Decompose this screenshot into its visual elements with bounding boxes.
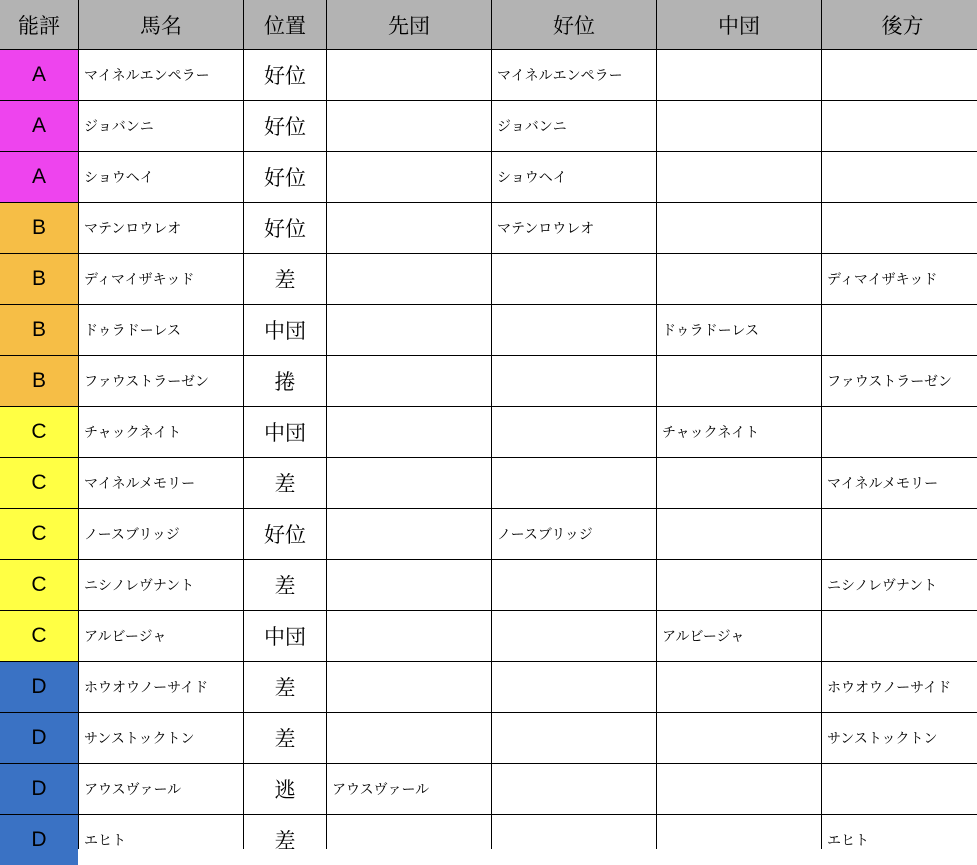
rank-cell: D (0, 815, 78, 865)
senden-cell (327, 509, 491, 559)
rank-cell: D (0, 662, 78, 712)
chuudan-cell (657, 152, 821, 202)
header-senden: 先団 (327, 0, 491, 49)
kouhou-cell: サンストックトン (822, 713, 977, 763)
horse-name-cell: ドゥラドーレス (79, 305, 243, 355)
position-cell: 好位 (244, 50, 326, 100)
chuudan-cell (657, 560, 821, 610)
horse-name-cell: ホウオウノーサイド (79, 662, 243, 712)
horse-name-cell: ファウストラーゼン (79, 356, 243, 406)
chuudan-cell (657, 764, 821, 814)
senden-cell: アウスヴァール (327, 764, 491, 814)
position-cell: 好位 (244, 203, 326, 253)
horse-name-cell: ジョバンニ (79, 101, 243, 151)
senden-cell (327, 458, 491, 508)
kouhou-cell (822, 305, 977, 355)
koui-cell (492, 662, 656, 712)
senden-cell (327, 560, 491, 610)
kouhou-cell (822, 101, 977, 151)
horse-name-cell: マテンロウレオ (79, 203, 243, 253)
senden-cell (327, 713, 491, 763)
koui-cell (492, 458, 656, 508)
koui-cell (492, 560, 656, 610)
senden-cell (327, 815, 491, 865)
rank-cell: C (0, 611, 78, 661)
horse-name-cell: ディマイザキッド (79, 254, 243, 304)
rank-cell: C (0, 509, 78, 559)
koui-cell (492, 254, 656, 304)
header-kouhou: 後方 (822, 0, 977, 49)
senden-cell (327, 662, 491, 712)
kouhou-cell (822, 50, 977, 100)
chuudan-cell (657, 203, 821, 253)
horse-name-cell: アウスヴァール (79, 764, 243, 814)
kouhou-cell: ファウストラーゼン (822, 356, 977, 406)
chuudan-cell (657, 50, 821, 100)
header-chuudan: 中団 (657, 0, 821, 49)
chuudan-cell (657, 458, 821, 508)
kouhou-cell (822, 509, 977, 559)
chuudan-cell: チャックネイト (657, 407, 821, 457)
koui-cell (492, 764, 656, 814)
kouhou-cell: マイネルメモリー (822, 458, 977, 508)
koui-cell (492, 611, 656, 661)
kouhou-cell: ニシノレヴナント (822, 560, 977, 610)
header-koui: 好位 (492, 0, 656, 49)
position-cell: 中団 (244, 305, 326, 355)
rank-cell: A (0, 152, 78, 202)
koui-cell: ジョバンニ (492, 101, 656, 151)
koui-cell (492, 713, 656, 763)
horse-name-cell: マイネルエンペラー (79, 50, 243, 100)
horse-name-cell: チャックネイト (79, 407, 243, 457)
position-cell: 差 (244, 815, 326, 865)
header-position: 位置 (244, 0, 326, 49)
chuudan-cell (657, 509, 821, 559)
horse-name-cell: アルビージャ (79, 611, 243, 661)
rank-cell: A (0, 101, 78, 151)
horse-name-cell: マイネルメモリー (79, 458, 243, 508)
chuudan-cell: ドゥラドーレス (657, 305, 821, 355)
position-cell: 中団 (244, 407, 326, 457)
chuudan-cell (657, 713, 821, 763)
senden-cell (327, 611, 491, 661)
senden-cell (327, 203, 491, 253)
kouhou-cell (822, 764, 977, 814)
koui-cell (492, 305, 656, 355)
position-cell: 差 (244, 254, 326, 304)
senden-cell (327, 101, 491, 151)
rank-cell: C (0, 458, 78, 508)
rank-cell: C (0, 560, 78, 610)
horse-name-cell: ニシノレヴナント (79, 560, 243, 610)
rank-cell: C (0, 407, 78, 457)
position-cell: 捲 (244, 356, 326, 406)
chuudan-cell (657, 815, 821, 865)
header-horse-name: 馬名 (79, 0, 243, 49)
position-cell: 差 (244, 458, 326, 508)
chuudan-cell (657, 662, 821, 712)
koui-cell: マテンロウレオ (492, 203, 656, 253)
horse-name-cell: サンストックトン (79, 713, 243, 763)
kouhou-cell (822, 611, 977, 661)
horse-name-cell: ノースブリッジ (79, 509, 243, 559)
position-cell: 好位 (244, 152, 326, 202)
kouhou-cell: ホウオウノーサイド (822, 662, 977, 712)
senden-cell (327, 356, 491, 406)
koui-cell: ノースブリッジ (492, 509, 656, 559)
kouhou-cell: ディマイザキッド (822, 254, 977, 304)
rank-cell: B (0, 203, 78, 253)
rank-cell: B (0, 254, 78, 304)
position-cell: 好位 (244, 101, 326, 151)
horse-name-cell: エヒト (79, 815, 243, 865)
chuudan-cell (657, 254, 821, 304)
kouhou-cell (822, 407, 977, 457)
header-rank: 能評 (0, 0, 78, 49)
position-cell: 差 (244, 560, 326, 610)
chuudan-cell (657, 101, 821, 151)
kouhou-cell: エヒト (822, 815, 977, 865)
senden-cell (327, 50, 491, 100)
rank-cell: A (0, 50, 78, 100)
senden-cell (327, 152, 491, 202)
position-cell: 差 (244, 713, 326, 763)
chuudan-cell: アルビージャ (657, 611, 821, 661)
position-cell: 逃 (244, 764, 326, 814)
kouhou-cell (822, 152, 977, 202)
rank-cell: B (0, 305, 78, 355)
horse-name-cell: ショウヘイ (79, 152, 243, 202)
position-cell: 中団 (244, 611, 326, 661)
rank-cell: D (0, 764, 78, 814)
koui-cell (492, 356, 656, 406)
kouhou-cell (822, 203, 977, 253)
chuudan-cell (657, 356, 821, 406)
rank-cell: D (0, 713, 78, 763)
senden-cell (327, 407, 491, 457)
senden-cell (327, 305, 491, 355)
koui-cell (492, 407, 656, 457)
koui-cell: マイネルエンペラー (492, 50, 656, 100)
position-cell: 差 (244, 662, 326, 712)
position-cell: 好位 (244, 509, 326, 559)
koui-cell: ショウヘイ (492, 152, 656, 202)
rank-cell: B (0, 356, 78, 406)
koui-cell (492, 815, 656, 865)
senden-cell (327, 254, 491, 304)
